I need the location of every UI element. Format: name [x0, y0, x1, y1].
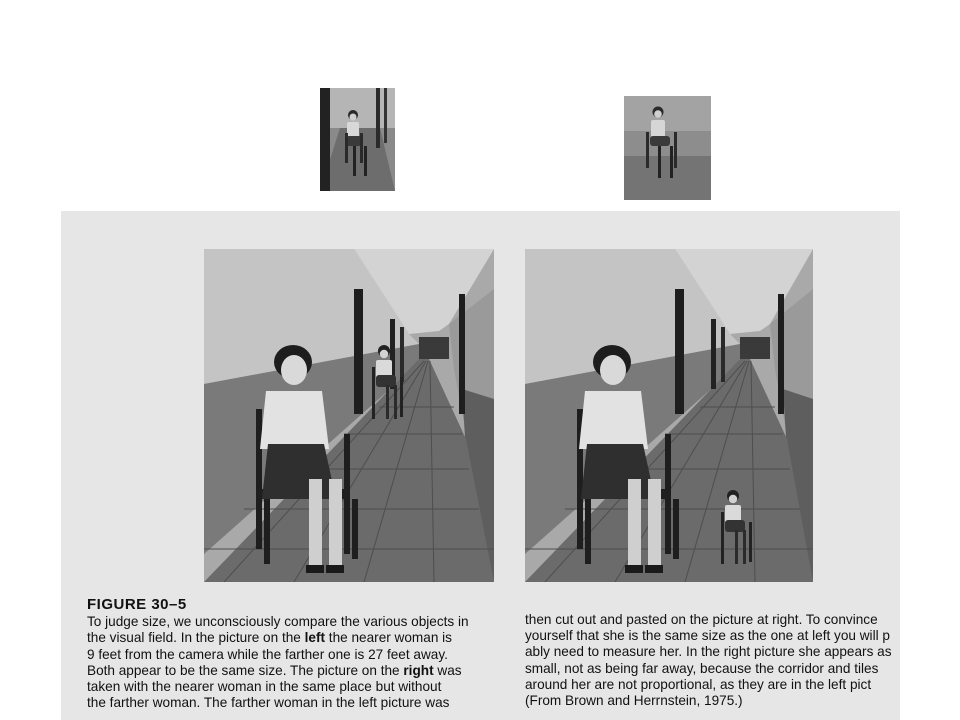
caption-line: taken with the nearer woman in the same place but without: [87, 679, 442, 695]
cropped-woman-thumbnail-left: [320, 88, 395, 191]
caption-line: the visual field. In the picture on the left the nearer woman is: [87, 630, 452, 646]
corridor-photo-left: [204, 249, 494, 582]
corridor-photo-right: [525, 249, 813, 582]
caption-line: (From Brown and Herrnstein, 1975.): [525, 693, 743, 709]
caption-line: the farther woman. The farther woman in the left picture was: [87, 695, 450, 711]
figure-label: FIGURE 30–5: [87, 596, 187, 613]
cropped-woman-thumbnail-right: [624, 96, 711, 200]
figure-caption-right: [525, 612, 892, 709]
caption-line: ably need to measure her. In the right picture she appears as: [525, 644, 892, 660]
scanned-textbook-page: [61, 211, 900, 720]
caption-line: 9 feet from the camera while the farther one is 27 feet away.: [87, 646, 448, 662]
caption-line: To judge size, we unconsciously compare the various objects in: [87, 614, 469, 630]
caption-line: yourself that she is the same size as the one at left you will p: [525, 628, 890, 644]
figure-caption-left: [87, 597, 469, 711]
caption-line: then cut out and pasted on the picture at right. To convince: [525, 612, 878, 627]
caption-line: Both appear to be the same size. The picture on the right was: [87, 662, 462, 678]
caption-line: small, not as being far away, because the corridor and tiles: [525, 660, 879, 676]
caption-line: around her are not proportional, as they are in the left pict: [525, 676, 872, 692]
